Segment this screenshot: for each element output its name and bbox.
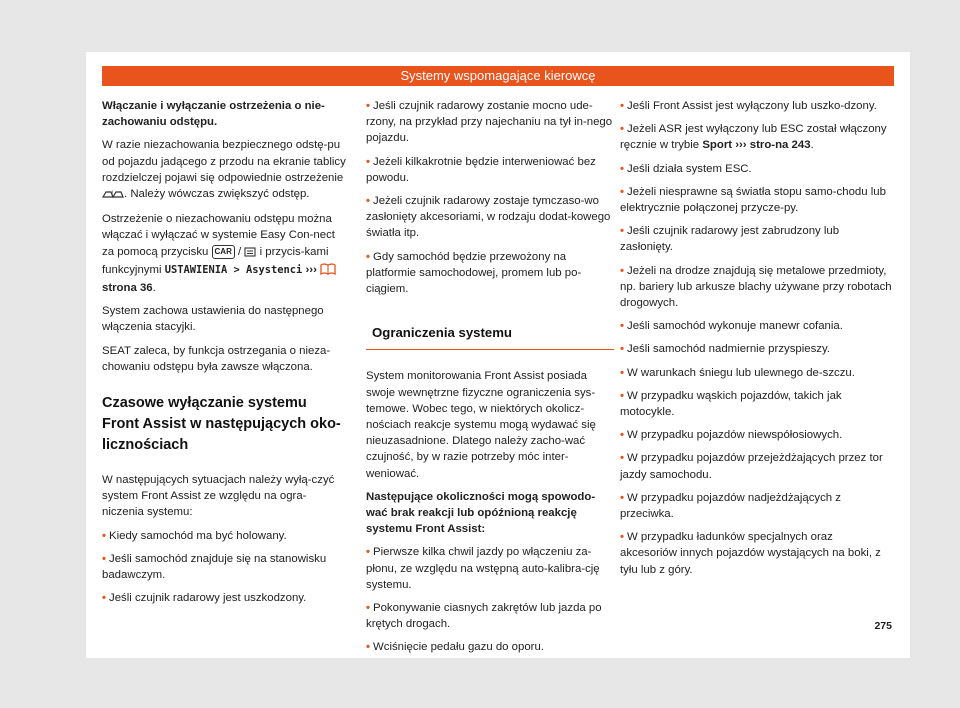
page-header [102,66,894,86]
list-item: • Jeżeli kilkakrotnie będzie interweniować bez powodu. [366,155,596,184]
paragraph-limitations: System monitorowania Front Assist posiada swoje wewnętrzne fizyczne ograniczenia sys-temowe. Wobec tego, w niektórych okolicz-nościach reakcje systemu mogą wydawać się nieuzasadnione. Dlatego należy zacho-wać czujność, by w razie potrzeby móc inter-weniować. [366,370,596,480]
column-1 [102,98,346,613]
header-title: Systemy wspomagające kierowcę [400,68,596,83]
text: . Należy wówczas zwiększyć odstęp. [124,188,310,201]
list-item: • W przypadku pojazdów niewspółosiowych. [620,429,843,442]
page-reference-link[interactable]: Sport ››› stro-na 243 [702,139,811,152]
list-item: • Jeżeli czujnik radarowy zostaje tymczaso-wo zasłonięty akcesoriami, w rodzaju dodat-kowego światła itp. [366,195,611,240]
list-item: • Wciśnięcie pedału gazu do oporu. [366,641,544,654]
list-item: • Jeśli Front Assist jest wyłączony lub uszko-dzony. [620,100,877,112]
text: i przycis-kami funkcyjnymi [102,245,329,276]
page-number: 275 [874,620,892,632]
distance-warning-icon [102,188,124,204]
text: W razie niezachowania bezpiecznego odstę-pu od pojazdu jadącego z przodu na ekranie tablicy rozdzielczej pojawi się odpowiednie ostrzeżenie [102,139,346,184]
column-2 [366,98,614,663]
list-item: • Pierwsze kilka chwil jazdy po włączeniu za-płonu, ze względu na wstępną auto-kalibra-cję systemu. [366,546,600,591]
list-item: • Jeśli czujnik radarowy zostanie mocno ude-rzony, na przykład przy najechaniu na tył in-nego pojazdu. [366,100,613,145]
paragraph-settings-saved: System zachowa ustawienia do następnego włączenia stacyjki. [102,305,324,334]
list-item: • Jeżeli ASR jest wyłączony lub ESC został włączony ręcznie w trybie Sport ››› stro-na 243. [620,123,887,152]
list-item: • W przypadku pojazdów przejeżdżających przez tor jazdy samochodu. [620,452,883,481]
list-item: • Kiedy samochód ma być holowany. [102,529,287,542]
section-heading-temporary-disable: Czasowe wyłączanie systemu Front Assist w następujących oko-licznościach [102,395,341,454]
text: / [238,245,242,258]
menu-path: USTAWIENIA > Asystenci [164,263,303,276]
paragraph-situations: W następujących sytuacjach należy wyłą-czyć system Front Assist ze względu na ogra-niczenia systemu: [102,474,335,519]
list-item: • W przypadku wąskich pojazdów, takich jak motocykle. [620,389,842,419]
list-item: • Jeżeli niesprawne są światła stopu samo-chodu lub elektrycznie połączonej przycze-py. [620,185,886,215]
menu-icon [244,246,256,262]
paragraph-distance-warning [102,137,346,204]
column-3 [620,98,892,585]
list-item: • W przypadku ładunków specjalnych oraz akcesoriów innych pojazdów wystających na boki, z tyłu lub z góry. [620,531,881,576]
list-item: • Pokonywanie ciasnych zakrętów lub jazda po krętych drogach. [366,602,602,631]
list-item: • Jeśli samochód wykonuje manewr cofania. [620,320,843,333]
subheading-distance-warning: Włączanie i wyłączanie ostrzeżenia o nie-zachowaniu odstępu. [102,100,325,129]
list-item: • W warunkach śniegu lub ulewnego de-szczu. [620,366,855,379]
book-reference-icon [320,263,336,280]
svg-text:!: ! [111,190,114,198]
text: . [152,282,156,295]
list-item: • Jeśli samochód nadmiernie przyspieszy. [620,343,831,356]
section-heading-limitations: Ograniczenia systemu [366,319,614,350]
car-button-icon: CAR [212,245,235,259]
subheading-circumstances: Następujące okoliczności mogą spowodo-wać brak reakcji lub opóźnioną reakcję systemu Front Assist: [366,490,596,536]
ref-arrow: ››› [305,263,317,276]
paragraph-easy-connect [102,211,346,296]
list-item: • Jeżeli na drodze znajdują się metalowe przedmioty, np. bariery lub arkusze blachy używane przy robotach drogowych. [620,264,892,310]
list-item: • Gdy samochód będzie przewożony na platformie samochodowej, promem lub po-ciągiem. [366,250,582,296]
list-item: • Jeśli czujnik radarowy jest uszkodzony. [102,592,307,605]
paragraph-seat-recommends: SEAT zaleca, by funkcja ostrzegania o nieza-chowaniu odstępu była zawsze włączona. [102,344,331,373]
list-item: • Jeśli działa system ESC. [620,162,752,175]
list-item: • W przypadku pojazdów nadjeżdżających z przeciwka. [620,491,842,521]
list-item: • Jeśli czujnik radarowy jest zabrudzony lub zasłonięty. [620,225,840,254]
list-item: • Jeśli samochód znajduje się na stanowisku badawczym. [102,552,327,582]
page-reference-link[interactable]: strona 36 [102,282,153,295]
text: Ostrzeżenie o niezachowaniu odstępu można włączać i wyłączać w systemie Easy Con-nect za pomocą przycisku [102,213,335,258]
manual-page [86,52,910,658]
